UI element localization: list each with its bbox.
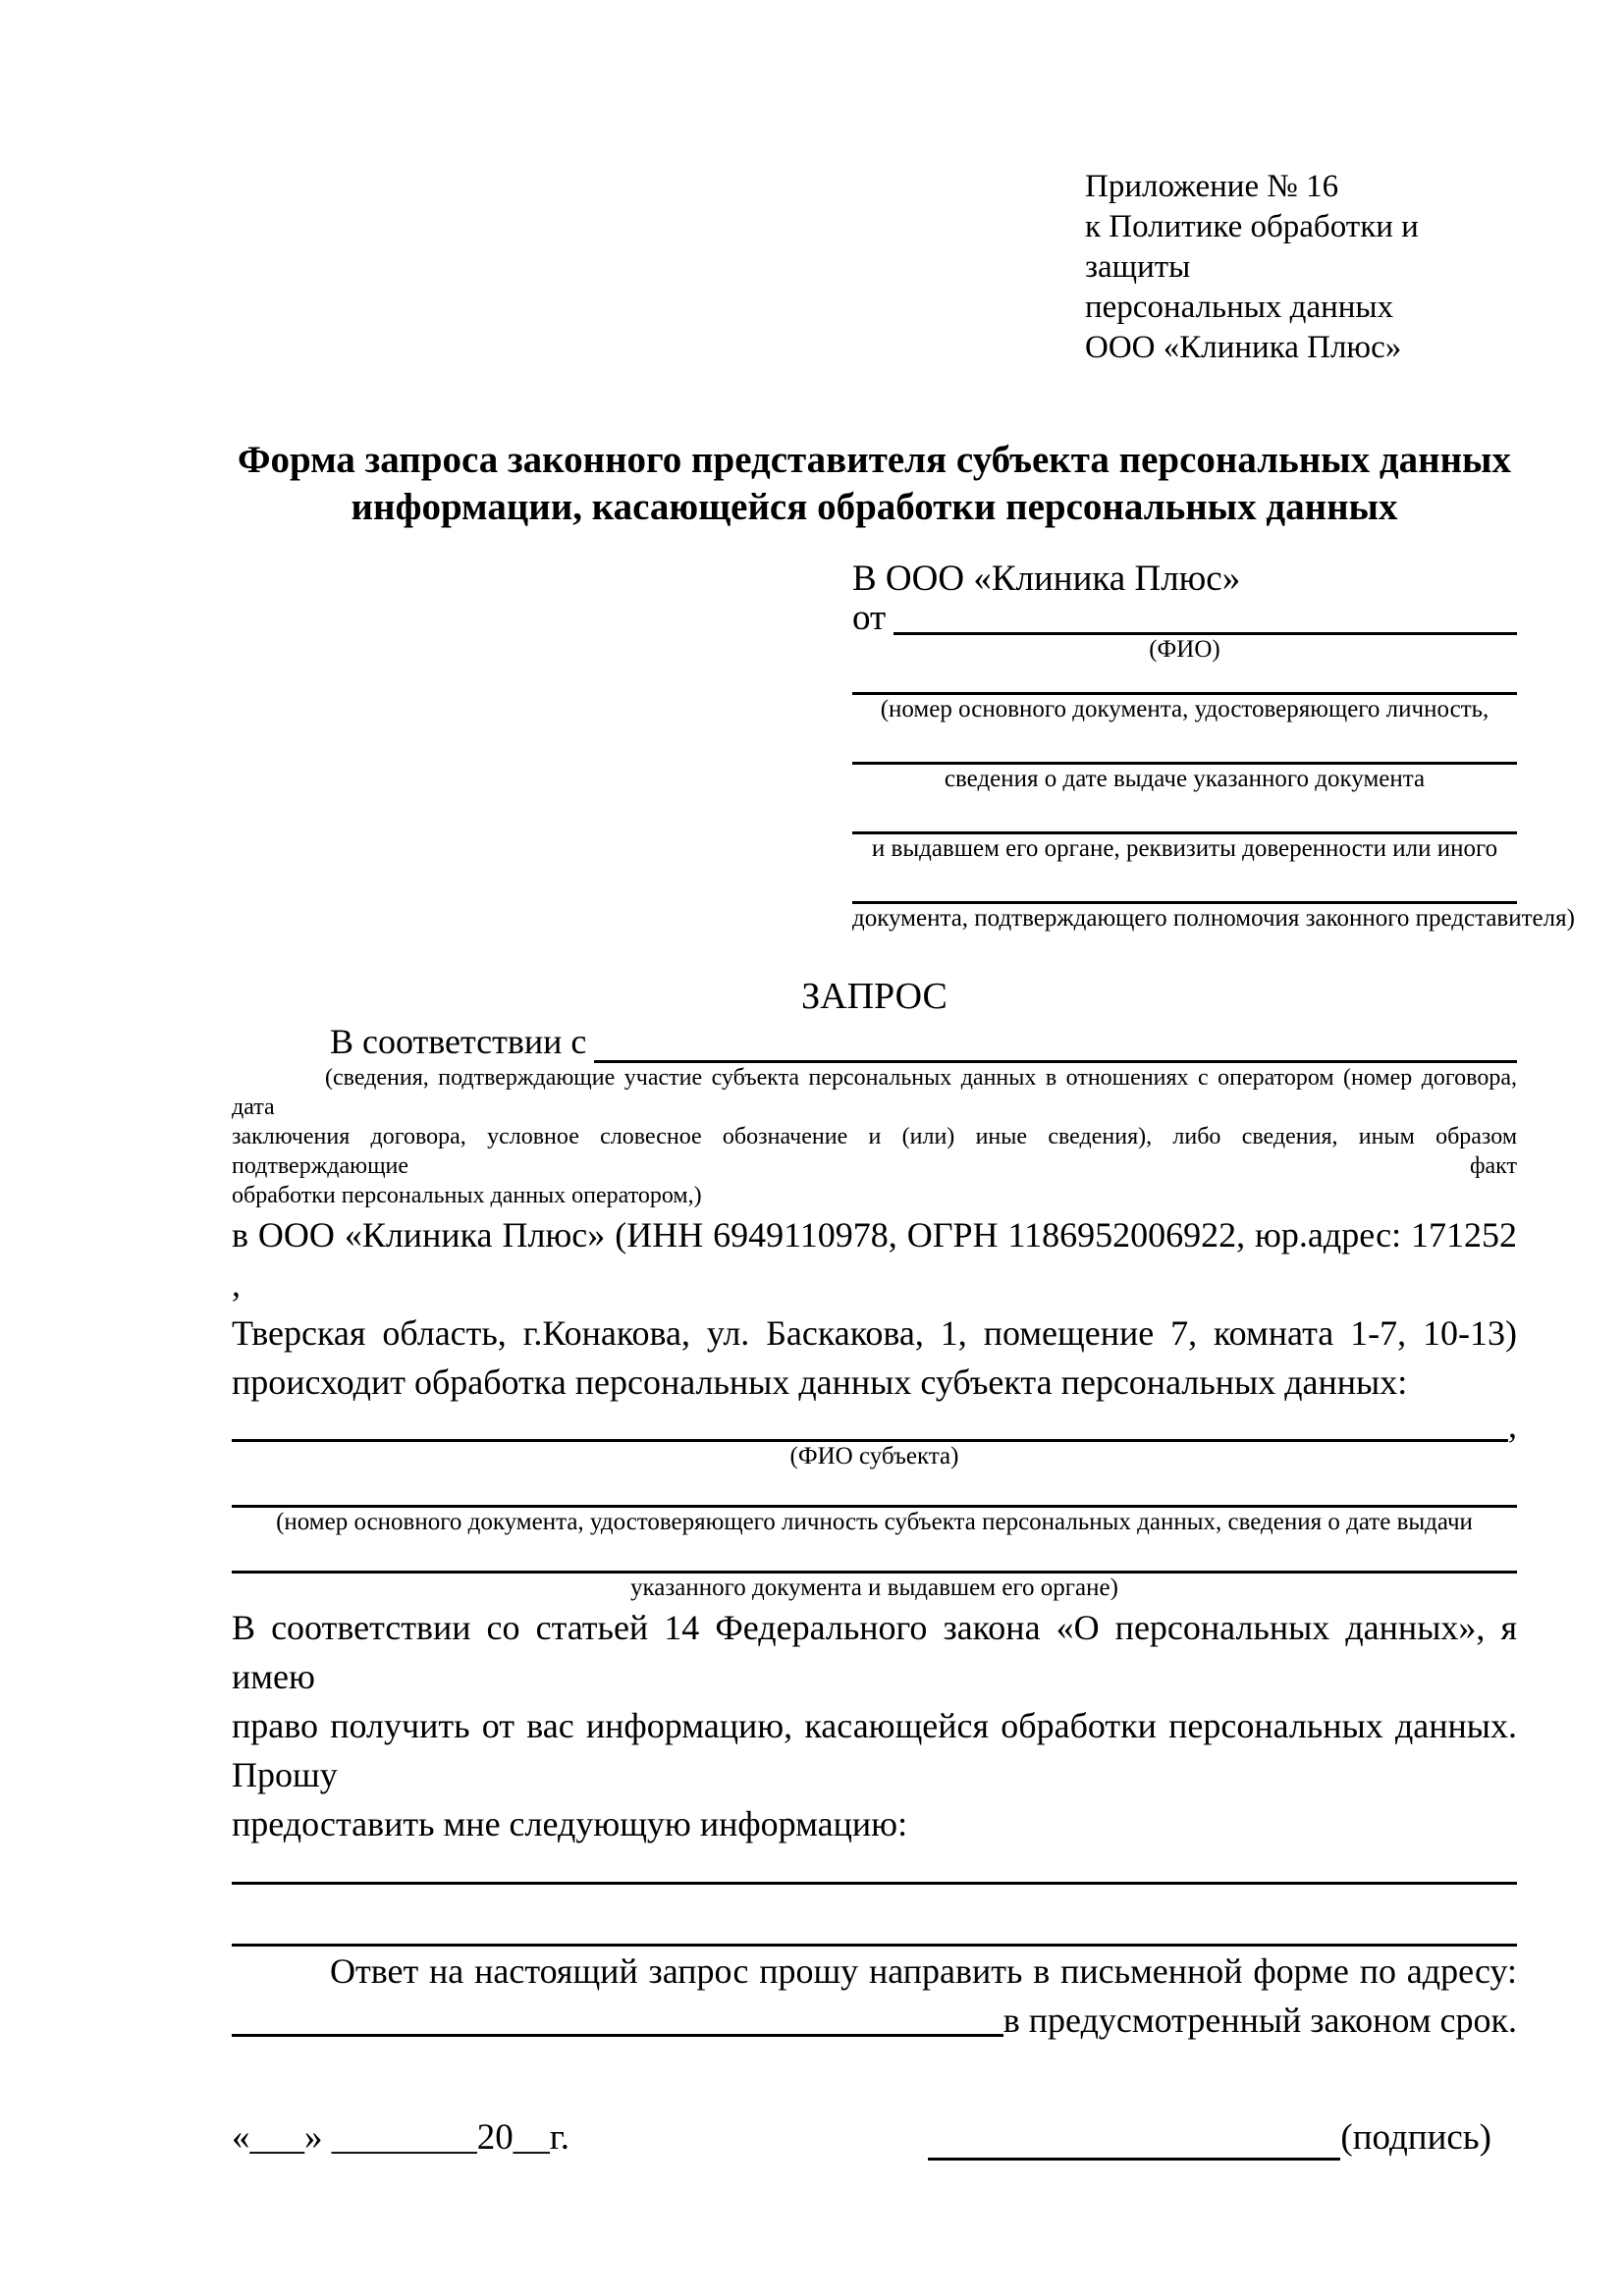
addressee-block xyxy=(852,557,1575,934)
doc-issue-date-blank-line xyxy=(852,724,1517,765)
info-blank-line-2 xyxy=(232,1885,1517,1947)
doc-issue-date-caption: сведения о дате выдаче указанного документа xyxy=(944,766,1426,792)
reply-deadline-text: в предусмотренный законом срок. xyxy=(1002,2001,1517,2040)
doc-number-caption: (номер основного документа, удостоверяющего личность, xyxy=(880,696,1489,722)
intro-label: В соответствии с xyxy=(330,1022,587,1061)
law-paragraph-line: В соответствии со статьей 14 Федерального закона «О персональных данных», я имею xyxy=(232,1608,1517,1696)
law-paragraph-line: право получить от вас информацию, касающейся обработки персональных данных. Прошу xyxy=(232,1706,1517,1794)
subject-doc-authority-caption: указанного документа и выдавшем его органе) xyxy=(630,1575,1118,1601)
reply-paragraph xyxy=(232,1947,1517,1996)
representative-doc-caption: документа, подтверждающего полномочия законного представителя) xyxy=(852,905,1575,932)
subject-doc-authority-blank-line xyxy=(232,1537,1517,1574)
law-paragraph-line: предоставить мне следующую информацию: xyxy=(232,1804,908,1843)
info-blank-line-1 xyxy=(232,1848,1517,1885)
operator-paragraph-line: происходит обработка персональных данных субъекта персональных данных: xyxy=(232,1362,1408,1402)
addressee-to: В ООО «Клиника Плюс» xyxy=(852,559,1241,599)
reply-address-blank-line xyxy=(232,2034,1003,2037)
signature-caption: (подпись) xyxy=(1340,2117,1491,2158)
subject-fio-comma: , xyxy=(1508,1406,1517,1445)
intro-note-line: заключения договора, условное словесное обозначение и (или) иные сведения), либо сведения, иным образом подтверждающие факт xyxy=(232,1124,1517,1179)
request-heading: ЗАПРОС xyxy=(801,976,947,1017)
representative-doc-blank-line xyxy=(852,864,1517,904)
signature-group xyxy=(928,2115,1491,2161)
annex-header-line: Приложение № 16 xyxy=(1085,169,1339,204)
intro-note xyxy=(232,1063,1517,1210)
annex-header xyxy=(1085,167,1517,368)
annex-header-line: к Политике обработки и защиты xyxy=(1085,209,1419,285)
signature-blank-line xyxy=(928,2122,1340,2161)
operator-paragraph xyxy=(232,1210,1517,1407)
footer-row xyxy=(232,2115,1517,2161)
operator-paragraph-line: Тверская область, г.Конакова, ул. Баскакова, 1, помещение 7, комната 1-7, 10-13) xyxy=(232,1313,1517,1353)
doc-authority-blank-line xyxy=(852,794,1517,834)
fio-caption: (ФИО) xyxy=(1149,636,1220,663)
doc-authority-caption: и выдавшем его органе, реквизиты доверенности или иного xyxy=(871,835,1498,862)
document-title-line: информации, касающейся обработки персональных данных xyxy=(351,486,1398,528)
intro-note-line: обработки персональных данных оператором,) xyxy=(232,1183,702,1208)
operator-paragraph-line: в ООО «Клиника Плюс» (ИНН 6949110978, ОГРН 1186952006922, юр.адрес: 171252 , xyxy=(232,1215,1517,1304)
law-paragraph xyxy=(232,1603,1517,1848)
reply-paragraph-line: Ответ на настоящий запрос прошу направить в письменной форме по адресу: xyxy=(330,1951,1517,1991)
doc-number-blank-line xyxy=(852,665,1517,695)
document-title xyxy=(232,437,1517,531)
reply-address-row xyxy=(232,1996,1517,2045)
intro-note-line: (сведения, подтверждающие участие субъекта персональных данных в отношениях с оператором (номер договора, дата xyxy=(232,1065,1517,1120)
document-title-line: Форма запроса законного представителя субъекта персональных данных xyxy=(237,439,1512,481)
date-line: «___» ________20__г. xyxy=(232,2117,570,2158)
subject-fio-row xyxy=(232,1406,1517,1445)
subject-doc-blank-line xyxy=(232,1471,1517,1508)
addressee-from-row xyxy=(852,598,1517,638)
subject-doc-caption: (номер основного документа, удостоверяющего личность субъекта персональных данных, сведения о дате выдачи xyxy=(276,1509,1473,1535)
annex-header-line: ООО «Клиника Плюс» xyxy=(1085,330,1402,365)
from-label: от xyxy=(852,598,887,638)
annex-header-line: персональных данных xyxy=(1085,290,1394,325)
intro-row xyxy=(232,1020,1517,1063)
subject-fio-caption: (ФИО субъекта) xyxy=(789,1443,959,1469)
